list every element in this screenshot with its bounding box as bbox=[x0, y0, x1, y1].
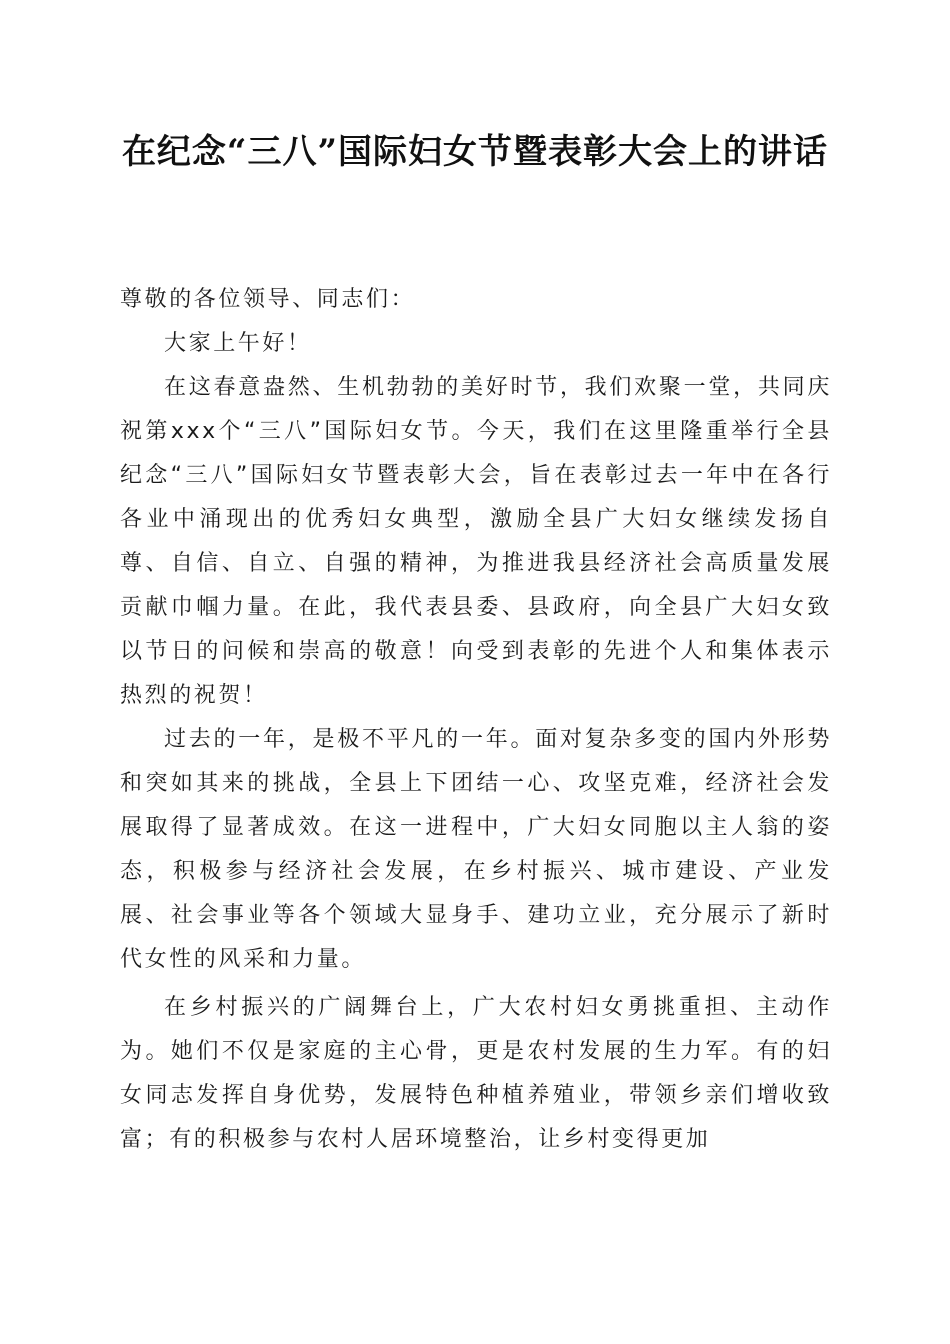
salutation: 尊敬的各位领导、同志们： bbox=[120, 287, 416, 312]
document-body bbox=[120, 278, 832, 1162]
paragraph-past-year: 过去的一年，是极不平凡的一年。面对复杂多变的国内外形势和突如其来的挑战，全县上下团结一心、攻坚克难，经济社会发展取得了显著成效。在这一进程中，广大妇女同胞以主人翁的姿态，积极参与经济社会发展，在乡村振兴、城市建设、产业发展、社会事业等各个领域大显身手、建功立业，充分展示了新时代女性的风采和力量。 bbox=[120, 727, 832, 972]
paragraph-opening: 在这春意盎然、生机勃勃的美好时节，我们欢聚一堂，共同庆祝第xxx个“三八”国际妇女节。今天，我们在这里隆重举行全县纪念“三八”国际妇女节暨表彰大会，旨在表彰过去一年中在各行各业中涌现出的优秀妇女典型，激励全县广大妇女继续发扬自尊、自信、自立、自强的精神，为推进我县经济社会高质量发展贡献巾帼力量。在此，我代表县委、县政府，向全县广大妇女致以节日的问候和崇高的敬意！向受到表彰的先进个人和集体表示热烈的祝贺！ bbox=[120, 375, 832, 708]
document-title: 在纪念“三八”国际妇女节暨表彰大会上的讲话 bbox=[121, 132, 829, 172]
paragraph-greeting: 大家上午好！ bbox=[164, 331, 312, 356]
paragraph-rural-revitalization: 在乡村振兴的广阔舞台上，广大农村妇女勇挑重担、主动作为。她们不仅是家庭的主心骨，更是农村发展的生力军。有的妇女同志发挥自身优势，发展特色种植养殖业，带领乡亲们增收致富；有的积极参与农村人居环境整治，让乡村变得更加 bbox=[120, 995, 832, 1152]
